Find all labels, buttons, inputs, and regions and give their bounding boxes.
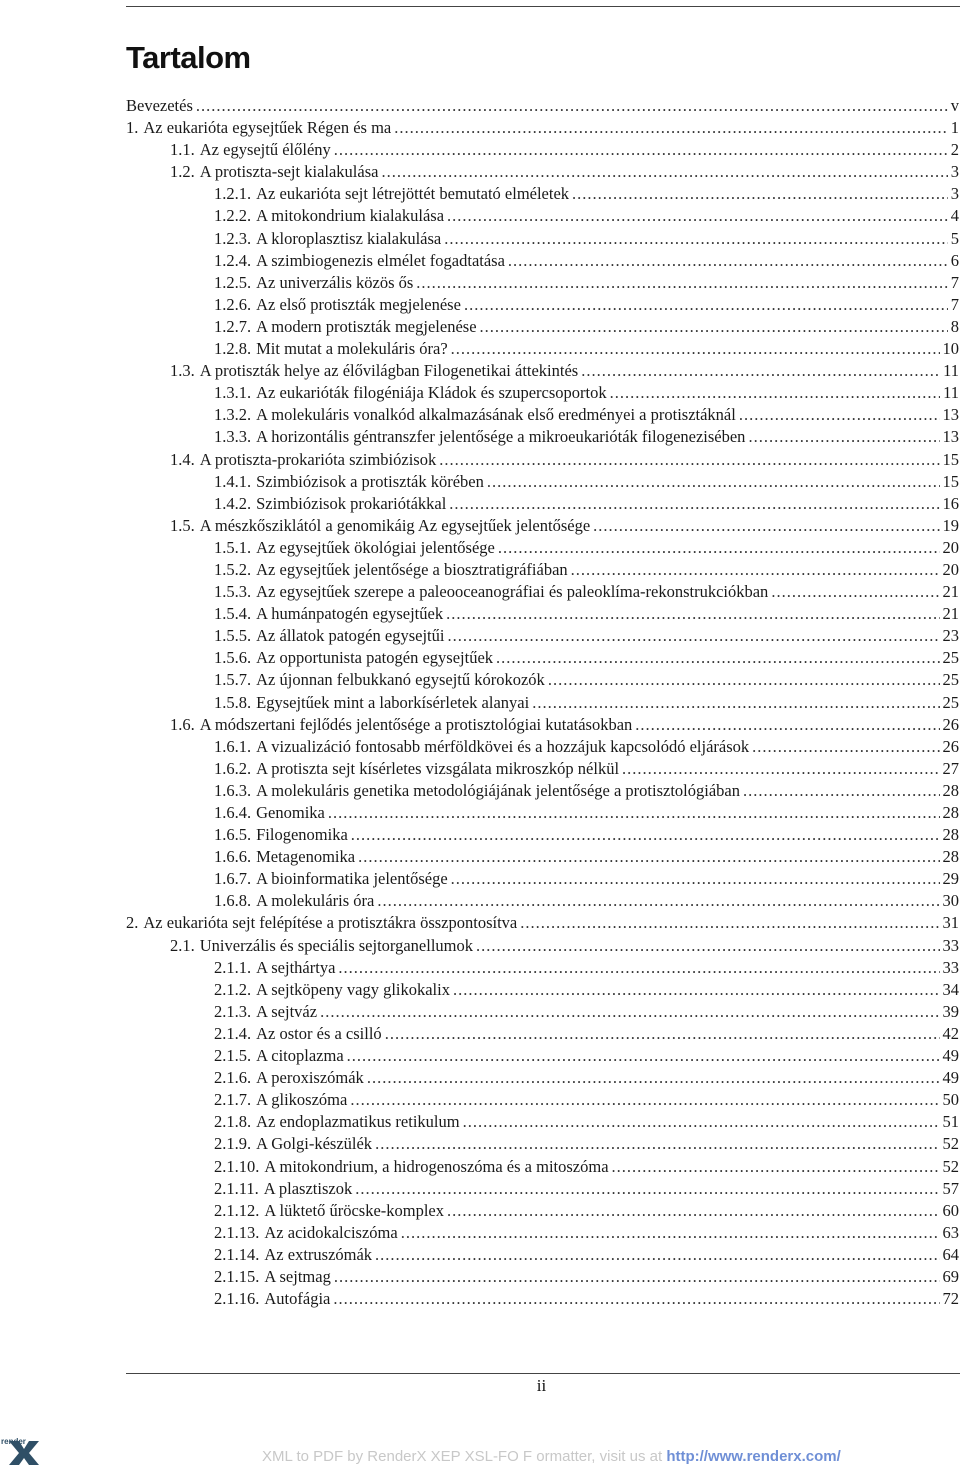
- toc-entry-number: 2.1.2.: [214, 979, 252, 999]
- toc-entry-page: 28: [942, 847, 959, 867]
- toc-leader-dots: [612, 1156, 940, 1178]
- toc-entry-page: 30: [942, 891, 959, 911]
- toc-entry-page: 16: [942, 493, 959, 513]
- toc-entry[interactable]: [126, 1045, 959, 1067]
- toc-entry[interactable]: [126, 780, 959, 802]
- toc-leader-dots: [334, 139, 948, 161]
- toc-entry-number: 2.1.12.: [214, 1200, 260, 1220]
- toc-entry[interactable]: [126, 471, 959, 493]
- renderx-logo-text: render: [1, 1437, 26, 1446]
- toc-entry-number: 1.5.2.: [214, 559, 252, 579]
- toc-entry-number: 1.: [126, 118, 139, 138]
- toc-entry[interactable]: [126, 890, 959, 912]
- toc-entry-title: Szimbiózisok prokariótákkal: [256, 493, 447, 513]
- toc-entry-title: Az univerzális közös ős: [256, 272, 414, 292]
- toc-entry[interactable]: [126, 625, 959, 647]
- toc-entry[interactable]: [126, 1089, 959, 1111]
- toc-entry-page: 42: [942, 1023, 959, 1043]
- toc-leader-dots: [464, 294, 948, 316]
- toc-entry-number: 1.3.: [170, 361, 195, 381]
- toc-entry-title: A horizontális géntranszfer jelentősége a mikroeukarióták filogenezisében: [256, 427, 746, 447]
- toc-leader-dots: [487, 471, 940, 493]
- toc-entry-title: Bevezetés: [126, 96, 193, 115]
- toc-leader-dots: [476, 935, 940, 957]
- toc-leader-dots: [508, 250, 948, 272]
- toc-entry-title: A molekuláris genetika metodológiájának jelentősége a protisztológiában: [256, 780, 740, 800]
- toc-entry-page: 23: [942, 626, 959, 646]
- toc-entry[interactable]: [126, 868, 959, 890]
- bottom-rule: [126, 1373, 960, 1374]
- toc-leader-dots: [771, 581, 939, 603]
- toc-entry-title: A Golgi-készülék: [256, 1134, 373, 1154]
- toc-entry-page: 7: [950, 272, 959, 292]
- toc-entry-number: 1.5.5.: [214, 626, 252, 646]
- toc-entry-number: 1.2.1.: [214, 184, 252, 204]
- toc-entry-page: 28: [942, 825, 959, 845]
- toc-entry-title: A vizualizáció fontosabb mérföldkövei és a hozzájuk kapcsolódó eljárások: [256, 736, 750, 756]
- toc-entry-number: 1.6.4.: [214, 803, 252, 822]
- toc-entry-number: 1.6.2.: [214, 758, 252, 778]
- toc-entry-page: 34: [942, 979, 959, 999]
- top-rule: [126, 6, 960, 7]
- toc-entry[interactable]: [126, 714, 959, 736]
- toc-entry-number: 2.1.5.: [214, 1046, 252, 1066]
- toc-entry-number: 1.2.3.: [214, 228, 252, 248]
- toc-entry-title: Az opportunista patogén egysejtűek: [256, 648, 494, 668]
- toc-entry-page: 3: [950, 162, 959, 182]
- toc-entry-title: A protiszták helye az élővilágban Filogenetikai áttekintés: [199, 361, 579, 381]
- toc-leader-dots: [447, 205, 948, 227]
- toc-entry-number: 1.6.5.: [214, 825, 252, 845]
- toc-entry-title: A protiszta-prokarióta szimbiózisok: [199, 449, 437, 469]
- toc-leader-dots: [743, 780, 940, 802]
- toc-entry-title: Az újonnan felbukkanó egysejtű kórokozók: [256, 670, 545, 690]
- toc-entry[interactable]: [126, 1178, 959, 1200]
- toc-entry-number: 2.: [126, 913, 139, 933]
- toc-entry-number: 1.2.2.: [214, 206, 252, 226]
- toc-entry-number: 1.2.4.: [214, 250, 252, 270]
- page-number: ii: [536, 1376, 547, 1395]
- toc-entry-title: A szimbiogenezis elmélet fogadtatása: [256, 250, 505, 270]
- toc-entry-number: 1.3.2.: [214, 405, 252, 425]
- toc-entry-title: A bioinformatika jelentősége: [256, 869, 448, 889]
- toc-leader-dots: [355, 1178, 939, 1200]
- toc-entry-number: 1.5.: [170, 515, 195, 535]
- toc-entry-page: 39: [942, 1001, 959, 1021]
- toc-entry[interactable]: [126, 537, 959, 559]
- toc-entry-page: 25: [942, 692, 959, 712]
- toc-entry-title: Univerzális és speciális sejtorganellumok: [199, 935, 473, 955]
- toc-entry[interactable]: [126, 1067, 959, 1089]
- toc-entry-page: 31: [942, 913, 959, 933]
- toc-leader-dots: [196, 95, 948, 117]
- toc-entry[interactable]: [126, 1288, 959, 1310]
- toc-leader-dots: [593, 515, 939, 537]
- toc-entry[interactable]: [126, 824, 959, 846]
- toc-entry-number: 2.1.14.: [214, 1244, 260, 1264]
- toc-entry-number: 2.1.13.: [214, 1222, 260, 1242]
- toc-leader-dots: [385, 1023, 940, 1045]
- toc-entry-title: A sejthártya: [256, 957, 336, 977]
- toc-entry-title: A mészkősziklától a genomikáig Az egysejtűek jelentősége: [199, 515, 591, 535]
- toc-entry-page: 5: [950, 228, 959, 248]
- toc-leader-dots: [635, 714, 939, 736]
- toc-entry-title: Az ostor és a csilló: [256, 1023, 382, 1043]
- toc-entry-title: Az eukarióta egysejtűek Régen és ma: [143, 118, 392, 138]
- toc-entry-number: 1.1.: [170, 140, 195, 160]
- toc-entry-page: 26: [942, 736, 959, 756]
- toc-entry-page: 19: [942, 515, 959, 535]
- toc-entry-page: 15: [942, 449, 959, 469]
- toc-entry[interactable]: [126, 559, 959, 581]
- toc-entry[interactable]: [126, 228, 959, 250]
- toc-entry-title: Filogenomika: [256, 825, 348, 845]
- toc-leader-dots: [572, 183, 948, 205]
- toc-entry-number: 2.1.3.: [214, 1001, 252, 1021]
- toc-entry-number: 1.5.3.: [214, 582, 252, 602]
- toc-entry[interactable]: [126, 669, 959, 691]
- toc-entry-number: 1.2.5.: [214, 272, 252, 292]
- toc-entry-number: 1.5.4.: [214, 604, 252, 624]
- toc-entry-number: 1.6.1.: [214, 736, 252, 756]
- toc-entry[interactable]: [126, 935, 959, 957]
- toc-entry-page: 49: [942, 1046, 959, 1066]
- toc-entry[interactable]: [126, 161, 959, 183]
- toc-entry-page: 11: [943, 361, 959, 381]
- toc-entry-title: A kloroplasztisz kialakulása: [256, 228, 442, 248]
- toc-leader-dots: [351, 824, 940, 846]
- toc-entry-page: 52: [942, 1156, 959, 1176]
- footer-link[interactable]: http://www.renderx.com/: [666, 1448, 841, 1465]
- toc-entry-number: 1.2.6.: [214, 294, 252, 314]
- toc-entry-title: Egysejtűek mint a laborkísérletek alanyai: [256, 692, 530, 712]
- toc-entry-number: 1.6.3.: [214, 780, 252, 800]
- toc-entry-number: 1.2.8.: [214, 339, 252, 359]
- toc-leader-dots: [752, 736, 939, 758]
- toc-leader-dots: [338, 957, 939, 979]
- toc-entry-title: A molekuláris vonalkód alkalmazásának első eredményei a protisztáknál: [256, 405, 736, 425]
- toc-entry-number: 2.1.11.: [214, 1178, 259, 1198]
- toc-entry[interactable]: [126, 449, 959, 471]
- toc-entry-title: A protiszta sejt kísérletes vizsgálata mikroszkóp nélkül: [256, 758, 620, 778]
- toc-entry-title: Az egysejtűek jelentősége a biosztratigráfiában: [256, 559, 568, 579]
- toc-entry-title: A peroxiszómák: [256, 1068, 364, 1088]
- toc-entry-page: 60: [942, 1200, 959, 1220]
- toc-leader-dots: [532, 692, 939, 714]
- toc-entry[interactable]: [126, 1200, 959, 1222]
- toc-entry-title: Az endoplazmatikus retikulum: [256, 1112, 460, 1132]
- toc-entry-page: 25: [942, 648, 959, 668]
- toc-entry-title: Mit mutat a molekuláris óra?: [256, 339, 448, 359]
- toc-entry-number: 1.5.6.: [214, 648, 252, 668]
- toc-entry-number: 2.1.15.: [214, 1266, 260, 1286]
- toc-entry-title: A módszertani fejlődés jelentősége a protisztológiai kutatásokban: [199, 714, 633, 734]
- toc-entry[interactable]: [126, 692, 959, 714]
- toc-entry-title: A sejtköpeny vagy glikokalix: [256, 979, 450, 999]
- toc-leader-dots: [320, 1001, 939, 1023]
- toc-leader-dots: [375, 1133, 939, 1155]
- toc-leader-dots: [334, 1266, 940, 1288]
- toc-entry-title: A lüktető űröcske-komplex: [264, 1200, 445, 1220]
- toc-entry-page: 21: [942, 604, 959, 624]
- toc-leader-dots: [520, 912, 939, 934]
- toc-entry[interactable]: [126, 1001, 959, 1023]
- toc-entry[interactable]: [126, 647, 959, 669]
- toc-leader-dots: [571, 559, 940, 581]
- toc-entry-number: 2.1.4.: [214, 1023, 252, 1043]
- toc-entry-page: 64: [942, 1244, 959, 1264]
- toc-entry-number: 2.1.8.: [214, 1112, 252, 1132]
- toc-entry[interactable]: [126, 294, 959, 316]
- toc-entry-page: 49: [942, 1068, 959, 1088]
- toc-leader-dots: [739, 404, 940, 426]
- toc-leader-dots: [453, 979, 940, 1001]
- footer-watermark: [262, 1448, 841, 1465]
- toc-leader-dots: [358, 846, 939, 868]
- toc-leader-dots: [449, 493, 939, 515]
- toc-entry-page: 8: [950, 316, 959, 336]
- toc-entry[interactable]: [126, 183, 959, 205]
- toc-entry[interactable]: [126, 338, 959, 360]
- toc-entry-number: 2.1.6.: [214, 1068, 252, 1088]
- toc-entry[interactable]: [126, 404, 959, 426]
- toc-leader-dots: [463, 1111, 940, 1133]
- toc-entry-number: 1.2.7.: [214, 316, 252, 336]
- toc-entry[interactable]: [126, 603, 959, 625]
- toc-entry-page: 63: [942, 1222, 959, 1242]
- toc-leader-dots: [439, 449, 939, 471]
- toc-entry-title: A sejtmag: [264, 1266, 331, 1286]
- toc-entry-page: 28: [942, 803, 959, 822]
- toc-entry-page: 51: [942, 1112, 959, 1132]
- toc-entry[interactable]: [126, 250, 959, 272]
- footer-text: XML to PDF by RenderX XEP XSL-FO F ormatter, visit us at: [262, 1448, 667, 1465]
- toc-entry-page: v: [950, 96, 959, 115]
- toc-entry-page: 13: [942, 405, 959, 425]
- toc-leader-dots: [401, 1222, 940, 1244]
- toc-entry-page: 21: [942, 582, 959, 602]
- toc-entry-number: 1.3.3.: [214, 427, 252, 447]
- toc-leader-dots: [416, 272, 947, 294]
- toc-entry-title: A glikoszóma: [256, 1090, 348, 1110]
- toc-entry[interactable]: [126, 316, 959, 338]
- toc-leader-dots: [347, 1045, 940, 1067]
- toc-entry[interactable]: [126, 581, 959, 603]
- toc-entry-number: 1.5.8.: [214, 692, 252, 712]
- toc-entry-number: 1.4.2.: [214, 493, 252, 513]
- toc-entry[interactable]: [126, 1244, 959, 1266]
- toc-entry-page: 72: [942, 1289, 959, 1309]
- toc-entry-title: Az egysejtű élőlény: [199, 140, 331, 160]
- toc-leader-dots: [381, 161, 947, 183]
- toc-entry-page: 1: [950, 118, 959, 138]
- toc-entry-page: 57: [942, 1178, 959, 1198]
- toc-entry-title: Az eukarióta sejt felépítése a protisztákra összpontosítva: [143, 913, 518, 933]
- toc-entry[interactable]: [126, 736, 959, 758]
- toc-entry-page: 50: [942, 1090, 959, 1110]
- toc-entry[interactable]: [126, 382, 959, 404]
- toc-entry-title: Az eukarióták filogéniája Kládok és szupercsoportok: [256, 383, 607, 403]
- toc-entry-page: 27: [942, 758, 959, 778]
- toc-leader-dots: [377, 890, 939, 912]
- toc-entry[interactable]: [126, 979, 959, 1001]
- toc-entry-page: 7: [950, 294, 959, 314]
- toc-entry-title: Az állatok patogén egysejtűi: [256, 626, 445, 646]
- toc-entry-title: Az eukarióta sejt létrejöttét bemutató elméletek: [256, 184, 570, 204]
- toc-leader-dots: [446, 603, 939, 625]
- toc-entry-number: 1.5.1.: [214, 537, 252, 557]
- toc-entry[interactable]: [126, 1111, 959, 1133]
- toc-entry-title: Az egysejtűek szerepe a paleooceanográfiai és paleoklíma-rekonstrukciókban: [256, 582, 769, 602]
- toc-leader-dots: [451, 868, 940, 890]
- toc-leader-dots: [622, 758, 939, 780]
- toc-leader-dots: [447, 1200, 939, 1222]
- toc-entry-number: 1.4.: [170, 449, 195, 469]
- toc-entry-page: 10: [942, 339, 959, 359]
- toc-entry-number: 1.2.: [170, 162, 195, 182]
- toc-entry-page: 33: [942, 957, 959, 977]
- toc-entry-title: Az egysejtűek ökológiai jelentősége: [256, 537, 495, 557]
- toc-entry-page: 3: [950, 184, 959, 204]
- toc-entry[interactable]: [126, 1266, 959, 1288]
- toc-entry-page: 52: [942, 1134, 959, 1154]
- toc-entry-page: 6: [950, 250, 959, 270]
- toc-leader-dots: [496, 647, 939, 669]
- toc-leader-dots: [447, 625, 939, 647]
- toc-entry-page: 25: [942, 670, 959, 690]
- toc-entry-page: 20: [942, 559, 959, 579]
- toc-leader-dots: [444, 228, 948, 250]
- toc-entry[interactable]: [126, 1156, 959, 1178]
- toc-entry-number: 2.1.7.: [214, 1090, 252, 1110]
- toc-entry[interactable]: [126, 95, 959, 117]
- toc-entry-page: 28: [942, 780, 959, 800]
- toc-entry-page: 20: [942, 537, 959, 557]
- toc-entry-number: 1.6.6.: [214, 847, 252, 867]
- toc-entry-title: A modern protiszták megjelenése: [256, 316, 477, 336]
- toc-entry-number: 1.3.1.: [214, 383, 252, 403]
- toc-leader-dots: [328, 802, 940, 824]
- toc-leader-dots: [333, 1288, 939, 1310]
- toc-entry-title: A mitokondrium kialakulása: [256, 206, 445, 226]
- toc-entry-number: 1.4.1.: [214, 471, 252, 491]
- toc-entry[interactable]: [126, 1222, 959, 1244]
- toc-leader-dots: [367, 1067, 940, 1089]
- toc-entry-title: A citoplazma: [256, 1046, 344, 1066]
- toc-entry-title: A plasztiszok: [263, 1178, 353, 1198]
- toc-entry-number: 2.1.1.: [214, 957, 252, 977]
- toc-entry-title: A protiszta-sejt kialakulása: [199, 162, 379, 182]
- toc-entry[interactable]: [126, 802, 959, 824]
- toc-entry[interactable]: [126, 957, 959, 979]
- toc-entry-number: 1.6.7.: [214, 869, 252, 889]
- toc-leader-dots: [480, 316, 948, 338]
- toc-leader-dots: [548, 669, 940, 691]
- toc-entry-title: A sejtváz: [256, 1001, 318, 1021]
- toc-entry-number: 2.1.: [170, 935, 195, 955]
- toc-entry[interactable]: [126, 426, 959, 448]
- toc-entry-title: Genomika: [256, 803, 325, 822]
- toc-entry-page: 69: [942, 1266, 959, 1286]
- toc-entry[interactable]: [126, 515, 959, 537]
- toc-entry-page: 26: [942, 714, 959, 734]
- toc-entry-page: 2: [950, 140, 959, 160]
- toc-entry[interactable]: [126, 139, 959, 161]
- toc-entry-page: 4: [950, 206, 959, 226]
- toc-entry[interactable]: [126, 912, 959, 934]
- toc-entry-number: 2.1.16.: [214, 1289, 260, 1309]
- toc-entry-number: 2.1.9.: [214, 1134, 252, 1154]
- toc-entry[interactable]: [126, 1023, 959, 1045]
- page-title: Tartalom: [126, 40, 251, 75]
- table-of-contents: [126, 95, 959, 1310]
- toc-leader-dots: [748, 426, 939, 448]
- toc-entry-title: Az acidokalciszóma: [264, 1222, 398, 1242]
- toc-entry-number: 1.6.8.: [214, 891, 252, 911]
- toc-entry-title: A humánpatogén egysejtűek: [256, 604, 444, 624]
- toc-entry[interactable]: [126, 272, 959, 294]
- toc-entry[interactable]: [126, 493, 959, 515]
- toc-entry-page: 11: [943, 383, 959, 403]
- toc-entry-title: A mitokondrium, a hidrogenoszóma és a mitoszóma: [264, 1156, 609, 1176]
- toc-entry-title: Szimbiózisok a protiszták körében: [256, 471, 484, 491]
- toc-entry-number: 1.6.: [170, 714, 195, 734]
- toc-entry-page: 15: [942, 471, 959, 491]
- toc-entry-title: Metagenomika: [256, 847, 356, 867]
- toc-leader-dots: [498, 537, 940, 559]
- toc-entry-title: Az első protiszták megjelenése: [256, 294, 461, 314]
- toc-leader-dots: [394, 117, 948, 139]
- toc-entry-number: 1.5.7.: [214, 670, 252, 690]
- toc-leader-dots: [581, 360, 940, 382]
- toc-entry[interactable]: [126, 205, 959, 227]
- toc-leader-dots: [610, 382, 940, 404]
- toc-entry-page: 33: [942, 935, 959, 955]
- toc-entry-title: Autofágia: [264, 1289, 331, 1309]
- toc-leader-dots: [350, 1089, 939, 1111]
- toc-entry-number: 2.1.10.: [214, 1156, 260, 1176]
- toc-entry[interactable]: [126, 846, 959, 868]
- toc-leader-dots: [375, 1244, 939, 1266]
- toc-entry-page: 29: [942, 869, 959, 889]
- toc-entry-page: 13: [942, 427, 959, 447]
- toc-entry-title: Az extruszómák: [264, 1244, 373, 1264]
- toc-entry-title: A molekuláris óra: [256, 891, 375, 911]
- toc-entry[interactable]: [126, 758, 959, 780]
- toc-leader-dots: [451, 338, 940, 360]
- toc-entry[interactable]: [126, 1133, 959, 1155]
- toc-entry[interactable]: [126, 117, 959, 139]
- toc-entry[interactable]: [126, 360, 959, 382]
